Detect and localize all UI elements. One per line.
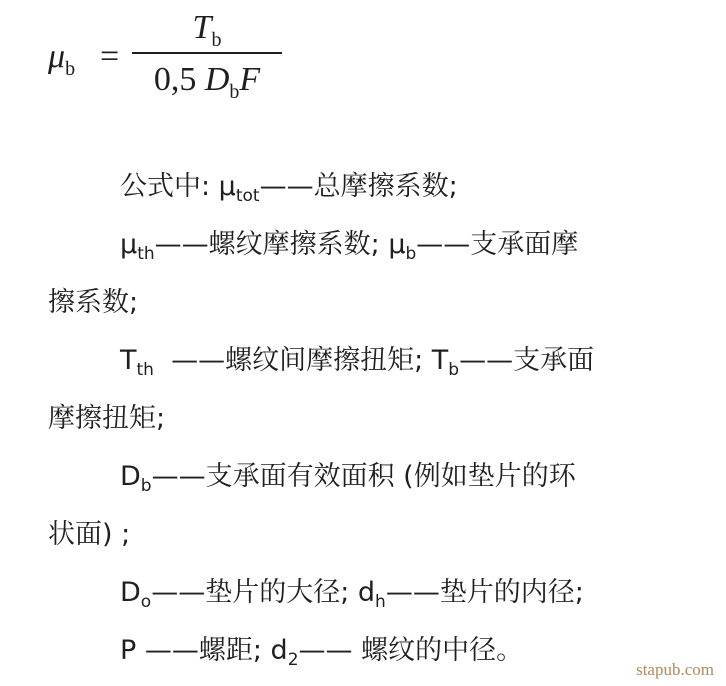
numerator [132, 8, 282, 51]
line-8 [48, 564, 708, 622]
line-2-c: ——支承面摩 [416, 229, 579, 260]
line-8-b-sub: h [375, 592, 386, 612]
line-4-b-sub: b [448, 360, 460, 380]
watermark: stapub.com [636, 660, 714, 679]
line-6-a-sub: b [140, 476, 152, 496]
line-9-a: P ——螺距; d [120, 635, 288, 666]
line-2 [48, 216, 708, 274]
line-8-a: D [120, 577, 141, 608]
line-3: 擦系数; [48, 287, 139, 318]
denominator-subscript: b [229, 80, 240, 103]
mu-symbol: μ [48, 38, 66, 75]
line-9-a-sub: 2 [287, 650, 299, 670]
line-1-sub: tot [235, 186, 260, 206]
line-8-a-sub: o [140, 592, 152, 612]
line-7: 状面) ; [48, 519, 131, 550]
definitions-text [48, 158, 708, 680]
line-4-b: ——螺纹间摩擦扭矩; T [153, 345, 449, 376]
line-5: 摩擦扭矩; [48, 403, 166, 434]
line-6 [48, 448, 708, 506]
line-8-b: ——垫片的大径; d [151, 577, 376, 608]
line-1-prefix: 公式中: μ [120, 171, 236, 202]
line-8-c: ——垫片的内径; [385, 577, 584, 608]
line-9 [48, 622, 708, 680]
formula-lhs [48, 38, 75, 81]
line-2-b-sub: b [405, 244, 417, 264]
denominator-symbol-d: D [204, 61, 230, 98]
line-4-a-sub: th [136, 360, 154, 380]
numerator-subscript: b [211, 28, 222, 51]
mu-subscript: b [65, 57, 76, 80]
denominator [132, 60, 282, 112]
line-2-a-sub: th [137, 244, 155, 264]
line-1 [48, 158, 708, 216]
fraction-bar [132, 52, 282, 54]
line-2-a: μ [120, 229, 138, 260]
line-1-rest: ——总摩擦系数; [259, 171, 458, 202]
formula-mu-b [48, 8, 288, 104]
denominator-symbol-f: F [239, 61, 261, 98]
line-6-a: D [120, 461, 141, 492]
equals-sign: = [100, 38, 120, 75]
line-9-b: —— 螺纹的中径。 [298, 635, 524, 666]
line-4-c: ——支承面 [459, 345, 595, 376]
line-4-a: T [120, 345, 137, 376]
line-4 [48, 332, 708, 390]
line-6-b: ——支承面有效面积 (例如垫片的环 [151, 461, 576, 492]
line-2-b: ——螺纹摩擦系数; μ [154, 229, 406, 260]
numerator-symbol: T [192, 9, 212, 46]
fraction [132, 8, 282, 112]
denominator-coefficient: 0,5 [153, 61, 197, 98]
